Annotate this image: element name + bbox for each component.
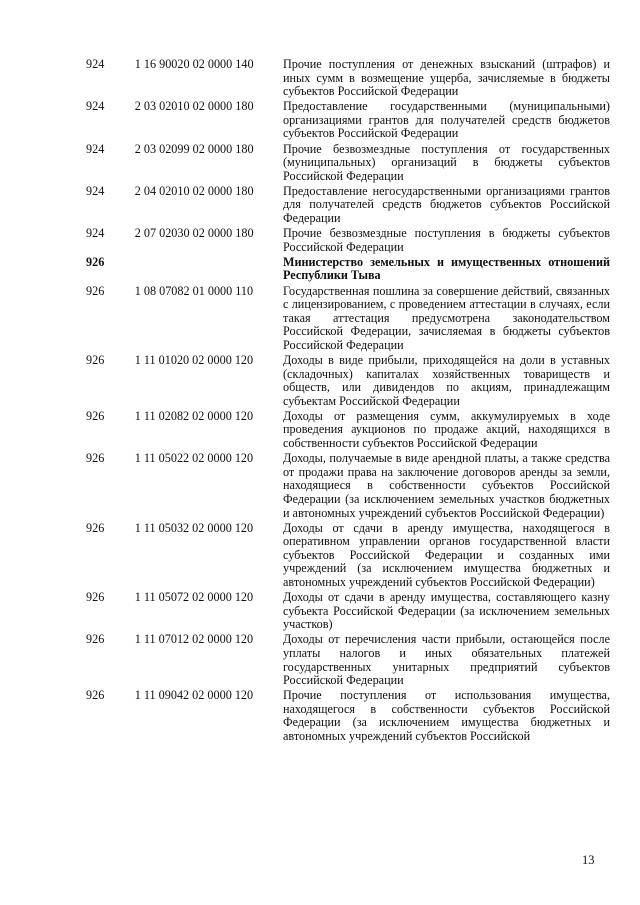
page-number: 13 — [582, 853, 595, 867]
table-row — [86, 689, 610, 745]
revenue-code-cell: 1 11 02082 02 0000 120 — [134, 408, 254, 423]
revenue-code-cell: 1 11 05032 02 0000 120 — [134, 520, 254, 535]
table-row — [86, 256, 610, 285]
admin-code-cell: 924 — [86, 141, 105, 156]
description-cell: Доходы, получаемые в виде арендной платы, а также средства от продажи права на заключение договоров аренды за земли, находящиеся в собственности субъектов Российской Федерации (за исключением земельных участков бюджетных и автономных учреждений субъектов Российской Федерации) — [282, 451, 610, 520]
revenue-code-cell: 1 16 90020 02 0000 140 — [134, 57, 254, 71]
table-row — [86, 100, 610, 142]
table-body — [86, 58, 610, 745]
table-row — [86, 410, 610, 452]
table-row — [86, 285, 610, 354]
description-cell: Доходы от сдачи в аренду имущества, находящегося в оперативном управлении органов государственной власти субъектов Российской Федерации и созданных ими учреждений (за исключением имущества бюджетных и автономных учреждений субъектов Российской Федерации) — [282, 520, 610, 589]
revenue-code-cell: 1 11 05022 02 0000 120 — [134, 451, 254, 466]
revenue-code-cell: 2 07 02030 02 0000 180 — [134, 226, 254, 241]
description-cell: Доходы от размещения сумм, аккумулируемых в ходе проведения аукционов по продаже акций, находящихся в собственности субъектов Российской Федерации — [282, 408, 610, 451]
revenue-code-cell: 1 11 05072 02 0000 120 — [134, 590, 254, 605]
table-row — [86, 591, 610, 633]
revenue-code-cell: 1 11 01020 02 0000 120 — [134, 352, 254, 367]
revenue-code-cell: 2 03 02010 02 0000 180 — [134, 99, 254, 114]
description-cell: Министерство земельных и имущественных отношений Республики Тыва — [282, 254, 610, 283]
revenue-code-cell: 1 08 07082 01 0000 110 — [134, 283, 254, 298]
admin-code-cell: 924 — [86, 57, 105, 71]
admin-code-cell: 926 — [86, 520, 105, 535]
description-cell: Прочие безвозмездные поступления в бюджеты субъектов Российской Федерации — [282, 226, 610, 254]
revenue-code-cell — [135, 256, 283, 285]
table-row — [86, 522, 610, 591]
admin-code-cell: 924 — [86, 226, 105, 241]
table-row — [86, 354, 610, 410]
admin-code-cell: 926 — [86, 632, 105, 647]
table-row — [86, 452, 610, 521]
description-cell: Прочие безвозмездные поступления от государственных (муниципальных) организаций в бюджеты субъектов Российской Федерации — [282, 141, 610, 183]
table-row — [86, 633, 610, 689]
description-cell: Предоставление негосударственными организациями грантов для получателей средств бюджетов субъектов Российской Федерации — [282, 183, 610, 226]
admin-code-cell: 924 — [86, 99, 105, 114]
revenue-codes-table — [86, 58, 610, 745]
admin-code-cell: 926 — [86, 254, 105, 269]
revenue-code-cell: 1 11 09042 02 0000 120 — [134, 688, 254, 703]
admin-code-cell: 926 — [86, 352, 105, 367]
revenue-code-cell: 1 11 07012 02 0000 120 — [134, 632, 254, 647]
description-cell: Государственная пошлина за совершение действий, связанных с лицензированием, с проведением аттестации в случаях, если такая аттестация предусмотрена законодательством Российской Федерации, зачисляемая в бюджеты субъектов Российской Федерации — [282, 283, 610, 352]
table-row — [86, 185, 610, 227]
revenue-code-cell: 2 03 02099 02 0000 180 — [134, 141, 254, 156]
admin-code-cell: 926 — [86, 590, 105, 605]
description-cell: Доходы от перечисления части прибыли, остающейся после уплаты налогов и иных обязательных платежей государственных унитарных предприятий субъектов Российской Федерации — [282, 632, 610, 688]
admin-code-cell: 926 — [86, 688, 105, 703]
admin-code-cell: 926 — [86, 408, 105, 423]
table-row — [86, 227, 610, 256]
description-cell: Прочие поступления от денежных взысканий (штрафов) и иных сумм в возмещение ущерба, зачисляемые в бюджеты субъектов Российской Федерации — [282, 57, 610, 99]
description-cell: Прочие поступления от использования имущества, находящегося в собственности субъектов Российской Федерации (за исключением имущества бюджетных и автономных учреждений субъектов Российской — [282, 688, 610, 743]
admin-code-cell: 926 — [86, 283, 105, 298]
description-cell: Доходы в виде прибыли, приходящейся на доли в уставных (складочных) капиталах хозяйственных товариществ и обществ, или дивидендов по акциям, принадлежащим субъектам Российской Федерации — [282, 352, 610, 408]
revenue-code-cell: 2 04 02010 02 0000 180 — [134, 183, 254, 198]
admin-code-cell: 924 — [86, 183, 105, 198]
table-row — [86, 143, 610, 185]
description-cell: Доходы от сдачи в аренду имущества, составляющего казну субъекта Российской Федерации (за исключением земельных участков) — [282, 590, 610, 632]
description-cell: Предоставление государственными (муниципальными) организациями грантов для получателей средств бюджетов субъектов Российской Федерации — [282, 99, 610, 141]
table-row — [86, 58, 610, 100]
admin-code-cell: 926 — [86, 451, 105, 466]
